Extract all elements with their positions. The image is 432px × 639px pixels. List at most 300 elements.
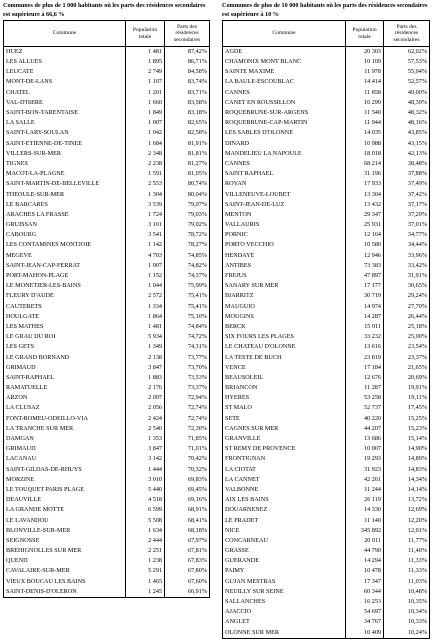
- population-value: 2 138: [126, 352, 165, 362]
- population-value: 5 440: [126, 485, 165, 495]
- left-table-row: [4, 251, 210, 261]
- share-value: 79,02%: [187, 221, 207, 229]
- commune-name: FONT-ROMEU-ODEILLO-VIA: [4, 414, 126, 424]
- left-table-row: [4, 179, 210, 189]
- population-value: 11 978: [346, 67, 384, 77]
- population-value: 1 864: [126, 312, 165, 322]
- left-table-row: [4, 291, 210, 301]
- commune-name: NEUILLY SUR SEINE: [223, 587, 346, 597]
- share-value: 10,35%: [407, 598, 427, 606]
- left-table-row: [4, 414, 210, 424]
- commune-name: DOUARNENEZ: [223, 505, 346, 515]
- commune-name: MONT-DE-LANS: [4, 77, 126, 87]
- share-value: 78,72%: [187, 231, 207, 239]
- population-value: 30 719: [346, 291, 384, 301]
- right-table-row: [223, 434, 430, 444]
- commune-name: BRIANCON: [223, 383, 346, 393]
- right-table-row: [223, 169, 430, 179]
- share-value: 57,53%: [407, 58, 427, 66]
- share-value: 43,15%: [407, 139, 427, 147]
- population-value: 15 011: [346, 322, 384, 332]
- population-value: 12 946: [346, 251, 384, 261]
- population-value: 31 196: [346, 169, 384, 179]
- commune-name: MOUGINS: [223, 312, 346, 322]
- left-table-row: [4, 444, 210, 454]
- commune-name: GRIMAUD: [4, 363, 126, 373]
- population-value: 2 176: [126, 383, 165, 393]
- share-value: 11,03%: [408, 577, 427, 585]
- commune-name: PORTO VECCHIO: [223, 240, 346, 250]
- commune-name: LA CANNET: [223, 475, 346, 485]
- share-value: 67,97%: [187, 536, 207, 544]
- share-value: 74,72%: [187, 333, 207, 341]
- commune-name: LES GETS: [4, 342, 126, 352]
- commune-name: SAINT-MARTIN-DE-BELLEVILLE: [4, 179, 126, 189]
- commune-name: DINARD: [223, 139, 346, 149]
- commune-name: DAMGAN: [4, 434, 126, 444]
- share-value: 86,71%: [187, 58, 207, 66]
- population-value: 10 409: [346, 628, 384, 639]
- share-value: 72,74%: [187, 414, 207, 422]
- share-value: 74,31%: [187, 343, 207, 351]
- share-value: 12,20%: [407, 516, 427, 524]
- commune-name: GUJAN MESTRAS: [223, 577, 346, 587]
- left-table-row: [4, 556, 210, 566]
- left-table-row: [4, 210, 210, 220]
- left-table-row: [4, 271, 210, 281]
- commune-name: LA BAULE-ESCOUBLAC: [223, 77, 346, 87]
- right-header-share: Parts des résidences secondaires: [384, 21, 430, 47]
- share-value: 81,91%: [187, 139, 207, 147]
- right-table-row: [223, 67, 430, 77]
- population-value: 16 253: [346, 597, 384, 607]
- right-table-row: [223, 128, 430, 138]
- population-value: 14 035: [346, 128, 384, 138]
- left-table-row: [4, 424, 210, 434]
- commune-name: LE PRADET: [223, 515, 346, 525]
- population-value: 1 201: [126, 88, 165, 98]
- population-value: 3 101: [126, 220, 165, 230]
- share-value: 71,01%: [187, 445, 207, 453]
- commune-name: BERCK: [223, 322, 346, 332]
- right-table-row: [223, 566, 430, 576]
- population-value: 1 907: [126, 261, 165, 271]
- share-value: 14,14%: [407, 485, 427, 493]
- left-table-row: [4, 240, 210, 250]
- commune-name: AJACCIO: [223, 607, 346, 617]
- share-value: 12,69%: [407, 506, 427, 514]
- left-table-row: [4, 495, 210, 505]
- population-value: 10 299: [346, 98, 384, 108]
- left-table-row: [4, 67, 210, 77]
- commune-name: VALLAURIS: [223, 220, 346, 230]
- right-table-row: [223, 271, 430, 281]
- population-value: 26 119: [346, 495, 384, 505]
- population-value: 40 220: [346, 414, 384, 424]
- commune-name: PAIMY: [223, 566, 346, 576]
- population-value: 2 251: [126, 546, 165, 556]
- right-table-row: [223, 403, 430, 413]
- right-table-row: [223, 251, 430, 261]
- commune-name: LE MONETIER-LES-BAINS: [4, 281, 126, 291]
- commune-name: LES CONTAMINES MONTJOIE: [4, 240, 126, 250]
- share-value: 73,37%: [187, 384, 207, 392]
- population-value: 4 703: [126, 251, 165, 261]
- population-value: 3 010: [126, 475, 165, 485]
- share-value: 81,27%: [187, 159, 207, 167]
- left-table-row: [4, 515, 210, 525]
- right-table-row: [223, 526, 430, 536]
- share-value: 68,41%: [187, 516, 207, 524]
- commune-name: PORT-MAHON-PLAGE: [4, 271, 126, 281]
- commune-name: CONCARNEAU: [223, 536, 346, 546]
- right-table-row: [223, 332, 430, 342]
- commune-name: SAINT-ETIENNE-DE-TINEE: [4, 139, 126, 149]
- commune-name: LE CHATEAU D'OLONNE: [223, 342, 346, 352]
- share-value: 27,70%: [407, 302, 427, 310]
- share-value: 37,42%: [407, 190, 427, 198]
- commune-name: CAGNES SUR MER: [223, 424, 346, 434]
- commune-name: LES SABLES D'OLONNE: [223, 128, 346, 138]
- population-value: 1 883: [126, 373, 165, 383]
- right-table-row: [223, 383, 430, 393]
- population-value: 10 478: [346, 566, 384, 576]
- commune-name: MEGEVE: [4, 251, 126, 261]
- share-value: 66,91%: [187, 587, 207, 595]
- right-table-row: [223, 302, 430, 312]
- population-value: 29 347: [346, 210, 384, 220]
- left-table-row: [4, 475, 210, 485]
- population-value: 4 518: [126, 495, 165, 505]
- share-value: 52,57%: [407, 78, 427, 86]
- commune-name: LE BARCARES: [4, 200, 126, 210]
- commune-name: VILLERS-SUR-MER: [4, 149, 126, 159]
- right-table-row: [223, 230, 430, 240]
- population-value: 52 737: [346, 403, 384, 413]
- right-table-row: [223, 179, 430, 189]
- population-value: 12 164: [346, 230, 384, 240]
- right-table-header-row: [223, 21, 430, 47]
- commune-name: ARACHES LA FRASSE: [4, 210, 126, 220]
- share-value: 72,74%: [187, 404, 207, 412]
- right-table-row: [223, 617, 430, 627]
- population-value: 6 599: [126, 505, 165, 515]
- right-header-population: Population totale: [346, 21, 384, 47]
- commune-name: VIEUX BOUCAU LES BAINS: [4, 577, 126, 587]
- left-table-row: [4, 98, 210, 108]
- share-value: 67,60%: [187, 577, 207, 585]
- left-table-row: [4, 108, 210, 118]
- share-value: 37,49%: [407, 180, 427, 188]
- share-value: 75,41%: [187, 302, 207, 310]
- left-table-row: [4, 47, 210, 58]
- share-value: 15,23%: [407, 424, 427, 432]
- share-value: 14,83%: [407, 465, 427, 473]
- share-value: 21,65%: [407, 363, 427, 371]
- commune-name: LES MATHES: [4, 322, 126, 332]
- right-table-body: [223, 47, 430, 639]
- commune-name: CABOURG: [4, 230, 126, 240]
- share-value: 75,99%: [187, 282, 207, 290]
- population-value: 1 304: [126, 189, 165, 199]
- left-table-row: [4, 352, 210, 362]
- commune-name: ROQUEBRUNE-CAP-MARTIN: [223, 118, 346, 128]
- share-value: 87,42%: [187, 48, 207, 55]
- commune-name: CANET EN ROUSSILLON: [223, 98, 346, 108]
- share-value: 83,58%: [187, 98, 207, 106]
- share-value: 14,90%: [407, 445, 427, 453]
- commune-name: SEIGNOSSE: [4, 536, 126, 546]
- share-value: 71,85%: [187, 435, 207, 443]
- right-table: [222, 20, 430, 639]
- left-table-row: [4, 403, 210, 413]
- share-value: 42,13%: [407, 149, 427, 157]
- left-table-body: [4, 47, 210, 598]
- share-value: 10,48%: [407, 587, 427, 595]
- population-value: 345 892: [346, 526, 384, 536]
- commune-name: LA TRANCHE SUR MER: [4, 424, 126, 434]
- population-value: 1 660: [126, 98, 165, 108]
- right-table-row: [223, 577, 430, 587]
- population-value: 10 109: [346, 57, 384, 67]
- commune-name: SIX FOURS LES PLAGES: [223, 332, 346, 342]
- left-table-row: [4, 587, 210, 598]
- left-table-row: [4, 332, 210, 342]
- commune-name: GRASSE: [223, 546, 346, 556]
- population-value: 54 697: [346, 607, 384, 617]
- share-value: 67,81%: [187, 547, 207, 555]
- commune-name: RAMATUELLE: [4, 383, 126, 393]
- population-value: 11 287: [346, 383, 384, 393]
- population-value: 17 177: [346, 281, 384, 291]
- share-value: 17,45%: [407, 404, 427, 412]
- right-table-row: [223, 88, 430, 98]
- population-value: 14 294: [346, 556, 384, 566]
- left-table-row: [4, 118, 210, 128]
- commune-name: LEUCATE: [4, 67, 126, 77]
- left-table-row: [4, 526, 210, 536]
- share-value: 13,72%: [407, 496, 427, 504]
- population-value: 14 287: [346, 312, 384, 322]
- left-table-row: [4, 454, 210, 464]
- commune-name: SAINT-JEAN-CAP-FERRAT: [4, 261, 126, 271]
- commune-name: HUEZ: [4, 47, 126, 58]
- commune-name: MACOT-LA-PLAGNE: [4, 169, 126, 179]
- left-table-row: [4, 536, 210, 546]
- right-table-row: [223, 220, 430, 230]
- share-value: 82,58%: [187, 129, 207, 137]
- right-table-title: Communes de plus de 10 000 habitants où les parts des résidences secondaires est supérieure à 10 %: [222, 2, 428, 18]
- population-value: 17 184: [346, 363, 384, 373]
- left-table-row: [4, 128, 210, 138]
- share-value: 23,37%: [407, 353, 427, 361]
- commune-name: GUERANDE: [223, 556, 346, 566]
- share-value: 80,04%: [187, 190, 207, 198]
- share-value: 19,91%: [407, 384, 427, 392]
- commune-name: TIGNES: [4, 159, 126, 169]
- share-value: 33,42%: [407, 261, 427, 269]
- commune-name: SAINTE MAXIME: [223, 67, 346, 77]
- population-value: 17 347: [346, 577, 384, 587]
- commune-name: ROYAN: [223, 179, 346, 189]
- population-value: 19 293: [346, 454, 384, 464]
- population-value: 1 849: [126, 108, 165, 118]
- right-table-row: [223, 77, 430, 87]
- commune-name: ANGLET: [223, 617, 346, 627]
- right-table-row: [223, 495, 430, 505]
- left-table-title: Communes de plus de 1 000 habitants où les parts des résidences secondaires est supérieure à 66,6 %: [3, 2, 206, 18]
- population-value: 2 056: [126, 403, 165, 413]
- share-value: 69,45%: [187, 485, 207, 493]
- population-value: 14 330: [346, 505, 384, 515]
- population-value: 3 847: [126, 444, 165, 454]
- population-value: 1 684: [126, 139, 165, 149]
- right-table-row: [223, 291, 430, 301]
- right-table-row: [223, 322, 430, 332]
- commune-name: PORNIC: [223, 230, 346, 240]
- population-value: 1 042: [126, 128, 165, 138]
- right-table-row: [223, 505, 430, 515]
- left-table-row: [4, 322, 210, 332]
- commune-name: CHAMONIX MONT BLANC: [223, 57, 346, 67]
- right-table-row: [223, 556, 430, 566]
- share-value: 62,02%: [407, 48, 427, 55]
- commune-name: SAINT-RAPHAEL: [4, 373, 126, 383]
- population-value: 12 676: [346, 373, 384, 383]
- right-table-row: [223, 607, 430, 617]
- left-header-share: Parts des résidences secondaires: [165, 21, 210, 47]
- right-table-row: [223, 139, 430, 149]
- left-table-row: [4, 220, 210, 230]
- share-value: 78,27%: [187, 241, 207, 249]
- population-value: 2 097: [126, 393, 165, 403]
- commune-name: GRIMAUD: [4, 444, 126, 454]
- share-value: 26,44%: [407, 312, 427, 320]
- population-value: 53 258: [346, 393, 384, 403]
- share-value: 11,40%: [408, 547, 427, 555]
- commune-name: CAUTERETS: [4, 302, 126, 312]
- right-table-row: [223, 424, 430, 434]
- right-table-panel: [222, 0, 430, 639]
- commune-name: CANNES: [223, 159, 346, 169]
- share-value: 74,84%: [187, 322, 207, 330]
- share-value: 74,85%: [187, 251, 207, 259]
- population-value: 1 044: [126, 281, 165, 291]
- commune-name: SAINT-DENIS-D'OLERON: [4, 587, 126, 598]
- population-value: 1 481: [126, 47, 165, 58]
- population-value: 14 414: [346, 77, 384, 87]
- share-value: 68,18%: [187, 526, 207, 534]
- population-value: 2 572: [126, 291, 165, 301]
- share-value: 68,91%: [187, 506, 207, 514]
- population-value: 2 444: [126, 536, 165, 546]
- right-table-row: [223, 628, 430, 639]
- population-value: 1 895: [126, 57, 165, 67]
- commune-name: SANARY SUR MER: [223, 281, 346, 291]
- population-value: 14 974: [346, 302, 384, 312]
- commune-name: MORZINE: [4, 475, 126, 485]
- right-table-row: [223, 57, 430, 67]
- share-value: 84,58%: [187, 68, 207, 76]
- right-header-commune: Commune: [223, 21, 346, 47]
- population-value: 2 424: [126, 414, 165, 424]
- commune-name: VENCE: [223, 363, 346, 373]
- share-value: 25,00%: [407, 333, 427, 341]
- commune-name: LE GRAU DU ROI: [4, 332, 126, 342]
- population-value: 13 616: [346, 342, 384, 352]
- share-value: 11,77%: [408, 536, 427, 544]
- population-value: 2 348: [126, 149, 165, 159]
- population-value: 5 508: [126, 515, 165, 525]
- population-value: 3 539: [126, 200, 165, 210]
- share-value: 20,69%: [407, 373, 427, 381]
- right-table-row: [223, 352, 430, 362]
- population-value: 68 214: [346, 159, 384, 169]
- share-value: 15,25%: [407, 414, 427, 422]
- share-value: 43,85%: [407, 129, 427, 137]
- commune-name: LA SALLE: [4, 118, 126, 128]
- population-value: 1 444: [126, 465, 165, 475]
- right-table-row: [223, 261, 430, 271]
- left-header-population: Population totale: [126, 21, 165, 47]
- share-value: 25,18%: [407, 322, 427, 330]
- right-table-row: [223, 485, 430, 495]
- right-table-row: [223, 149, 430, 159]
- population-value: 10 007: [346, 444, 384, 454]
- population-value: 20 303: [346, 47, 384, 58]
- right-table-row: [223, 281, 430, 291]
- commune-name: VILLENEUVE-LOUBET: [223, 189, 346, 199]
- population-value: 11 944: [346, 118, 384, 128]
- population-value: 5 934: [126, 332, 165, 342]
- left-table-row: [4, 261, 210, 271]
- commune-name: AIX LES BAINS: [223, 495, 346, 505]
- commune-name: GRUISSAN: [4, 220, 126, 230]
- population-value: 5 291: [126, 566, 165, 576]
- left-table-row: [4, 546, 210, 556]
- commune-name: AGDE: [223, 47, 346, 58]
- population-value: 1 634: [126, 526, 165, 536]
- commune-name: HOULGATE: [4, 312, 126, 322]
- right-table-row: [223, 342, 430, 352]
- commune-name: MANDELIEU LA NAPOULE: [223, 149, 346, 159]
- share-value: 83,18%: [187, 109, 207, 117]
- commune-name: SAINT RAPHAEL: [223, 169, 346, 179]
- population-value: 10 580: [346, 240, 384, 250]
- population-value: 1 465: [126, 577, 165, 587]
- share-value: 37,01%: [407, 221, 427, 229]
- population-value: 60 344: [346, 587, 384, 597]
- share-value: 81,05%: [187, 170, 207, 178]
- share-value: 12,01%: [407, 526, 427, 534]
- population-value: 1 007: [126, 118, 165, 128]
- left-header-commune: Commune: [4, 21, 126, 47]
- left-table-row: [4, 485, 210, 495]
- commune-name: MENTON: [223, 210, 346, 220]
- share-value: 23,54%: [407, 343, 427, 351]
- population-value: 11 140: [346, 515, 384, 525]
- share-value: 72,30%: [187, 424, 207, 432]
- left-table-row: [4, 577, 210, 587]
- commune-name: NICE: [223, 526, 346, 536]
- left-table-panel: [3, 0, 210, 598]
- commune-name: BLONVILLE-SUR-MER: [4, 526, 126, 536]
- share-value: 75,10%: [187, 312, 207, 320]
- left-table-row: [4, 57, 210, 67]
- right-table-row: [223, 414, 430, 424]
- right-table-row: [223, 363, 430, 373]
- share-value: 83,71%: [187, 88, 207, 96]
